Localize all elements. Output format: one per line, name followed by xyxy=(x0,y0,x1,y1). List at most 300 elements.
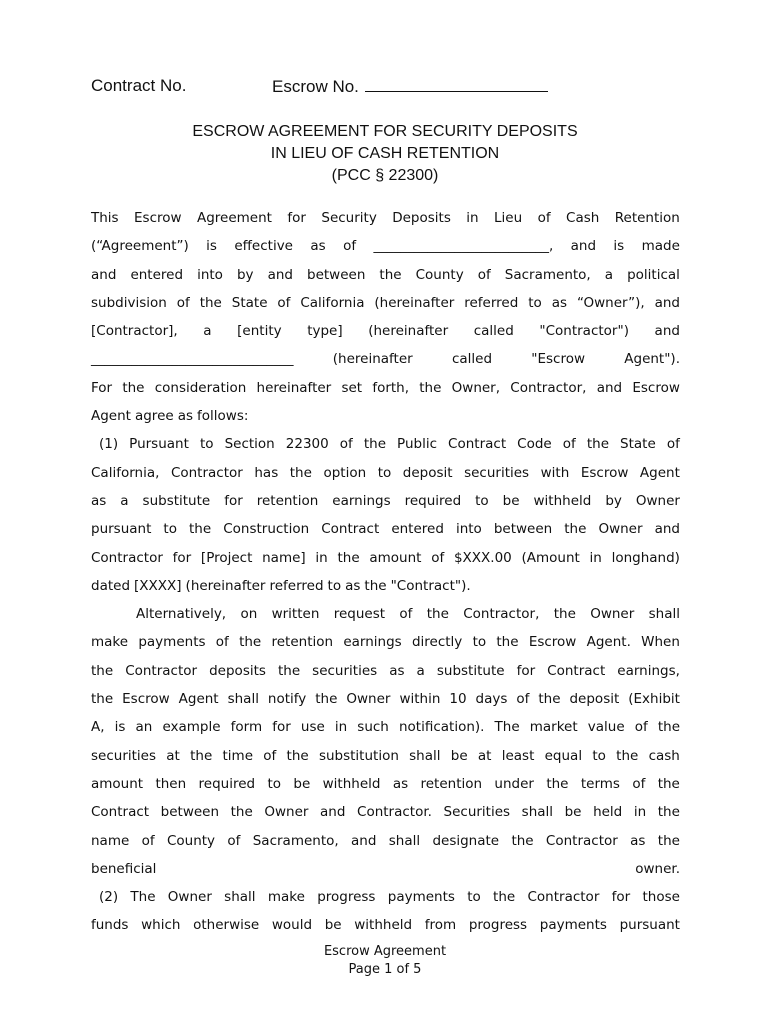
body-word: at xyxy=(477,747,492,764)
body-word: use xyxy=(300,719,325,736)
body-word: be xyxy=(450,747,468,764)
body-word: for xyxy=(272,719,291,736)
body-word: to xyxy=(377,464,392,481)
body-word: the xyxy=(190,747,213,764)
body-line xyxy=(91,572,680,600)
body-word: name] xyxy=(262,549,306,566)
body-word: 22300 xyxy=(285,436,329,453)
body-word: of xyxy=(666,436,680,453)
body-word: of xyxy=(277,294,291,311)
body-word: for xyxy=(516,662,536,679)
body-word: of xyxy=(263,747,277,764)
body-word: to xyxy=(528,294,542,311)
body-word: the xyxy=(122,379,145,396)
body-word: of xyxy=(215,634,229,651)
body-word: Owner xyxy=(264,804,309,821)
body-word: the xyxy=(419,379,442,396)
body-word: as xyxy=(310,238,326,255)
body-word: request xyxy=(333,606,386,623)
body-word: deposits xyxy=(209,662,266,679)
body-word: Contractor xyxy=(91,549,163,566)
body-word: and xyxy=(596,379,623,396)
body-word: Escrow xyxy=(122,691,170,708)
body-word: hereinafter xyxy=(256,379,332,396)
body-word: in xyxy=(466,210,479,226)
body-word: written xyxy=(271,606,320,623)
body-word: set xyxy=(341,379,363,396)
body-word: substitute xyxy=(436,662,505,679)
body-word: the xyxy=(239,634,262,651)
body-word: at xyxy=(166,747,180,764)
body-word: Agent xyxy=(178,691,219,708)
body-word: Owner xyxy=(635,492,680,509)
body-word: Contractor xyxy=(527,889,600,906)
body-word: A, xyxy=(91,719,105,736)
body-word: example xyxy=(162,719,221,736)
body-word: (hereinafter xyxy=(374,294,455,311)
body-word: equal xyxy=(544,747,583,764)
body-word: the xyxy=(91,691,114,708)
page-footer xyxy=(0,943,770,979)
body-word: between xyxy=(307,266,366,283)
body-word: the xyxy=(337,549,360,566)
body-word: the xyxy=(91,662,114,679)
body-word: directly xyxy=(411,634,463,651)
body-word: Securities xyxy=(443,804,511,821)
body-word: (Amount xyxy=(521,549,580,566)
body-word: of xyxy=(176,294,190,311)
body-word: Pursuant xyxy=(129,436,189,453)
body-word: Agent"). xyxy=(624,351,680,368)
body-word: Lieu xyxy=(494,210,523,226)
page-number: Page 1 of 5 xyxy=(348,962,422,977)
body-word: earnings xyxy=(332,492,391,509)
body-word: withheld xyxy=(354,917,413,934)
body-line xyxy=(91,657,680,685)
body-word: between xyxy=(493,521,553,538)
body-word: is xyxy=(206,238,217,255)
body-word: in xyxy=(334,719,348,736)
body-word: least xyxy=(501,747,535,764)
body-word: in xyxy=(633,804,647,821)
body-line xyxy=(91,544,680,572)
body-word: ______________________________ xyxy=(91,351,294,368)
body-word: and xyxy=(351,832,377,849)
body-word: and xyxy=(654,521,680,538)
body-word: notify xyxy=(267,691,307,708)
body-word: Section xyxy=(224,436,275,453)
body-word: longhand) xyxy=(611,549,680,566)
body-word: Security xyxy=(321,210,377,226)
body-word: Agent. xyxy=(586,634,631,651)
body-word: State xyxy=(231,294,268,311)
body-word: the xyxy=(657,804,680,821)
body-word: the xyxy=(564,521,587,538)
body-word: County xyxy=(166,832,216,849)
body-word: shall xyxy=(227,691,259,708)
escrow-number-field xyxy=(272,76,548,97)
body-word: an xyxy=(135,719,153,736)
body-word: of xyxy=(339,436,353,453)
body-word: on xyxy=(240,606,258,623)
body-word: name xyxy=(91,832,130,849)
body-word: be xyxy=(293,775,311,792)
body-word: Construction xyxy=(223,521,310,538)
body-word: the xyxy=(379,266,402,283)
body-word: and xyxy=(91,266,117,283)
body-word: (1) xyxy=(99,436,119,453)
body-word: Escrow xyxy=(134,210,182,226)
body-word: in xyxy=(589,549,602,566)
body-word: "Contract"). xyxy=(390,577,471,594)
body-word: the xyxy=(289,464,312,481)
body-word: payments xyxy=(138,634,206,651)
body-word: (hereinafter xyxy=(368,323,449,340)
body-word: pursuant xyxy=(619,917,680,934)
footer-title: Escrow Agreement xyxy=(323,944,447,959)
body-word: the xyxy=(493,889,516,906)
body-word: Contract xyxy=(91,804,150,821)
body-word: State xyxy=(620,436,656,453)
body-word: the xyxy=(546,775,569,792)
document-title xyxy=(0,121,770,187)
body-line xyxy=(91,232,680,260)
body-word: the xyxy=(364,577,387,594)
body-word: of xyxy=(399,606,413,623)
body-word: (2) xyxy=(99,889,119,906)
body-word: Deposits xyxy=(392,210,451,226)
body-word: 10 xyxy=(449,691,467,708)
body-word: be xyxy=(502,492,520,509)
body-word: by xyxy=(605,492,622,509)
body-word: funds xyxy=(91,917,129,934)
body-word: "Escrow xyxy=(531,351,586,368)
body-word: "Contractor") xyxy=(539,323,629,340)
body-word: be xyxy=(564,804,582,821)
body-word: deposit xyxy=(569,691,620,708)
body-word: into xyxy=(197,266,223,283)
body-word: California, xyxy=(91,464,160,481)
body-word: Owner xyxy=(590,606,635,623)
body-word: Sacramento, xyxy=(252,832,339,849)
body-line xyxy=(91,713,680,741)
body-word: [XXXX] xyxy=(134,577,182,594)
body-word: Code xyxy=(517,436,552,453)
body-word: Contractor, xyxy=(463,606,540,623)
body-word: [entity xyxy=(237,323,282,340)
body-word: the xyxy=(286,747,309,764)
body-word: required xyxy=(404,492,462,509)
body-word: The xyxy=(130,889,156,906)
body-word: made xyxy=(641,238,680,255)
body-word: securities xyxy=(464,464,530,481)
body-word: securities xyxy=(91,747,157,764)
body-word: to xyxy=(592,747,606,764)
body-word: for xyxy=(287,210,306,226)
body-word: the xyxy=(277,662,301,679)
body-word: form xyxy=(230,719,263,736)
body-word: referred xyxy=(464,294,519,311)
body-word: $XXX.00 xyxy=(453,549,512,566)
body-word: the xyxy=(586,436,609,453)
body-word: the xyxy=(230,804,253,821)
body-word: time xyxy=(222,747,254,764)
body-word: agree xyxy=(134,408,174,425)
body-line xyxy=(91,827,680,855)
body-word: would xyxy=(271,917,313,934)
body-word: otherwise xyxy=(193,917,260,934)
title-line-3: (PCC § 22300) xyxy=(331,167,439,184)
body-word: (Exhibit xyxy=(628,691,680,708)
body-word: from xyxy=(424,917,457,934)
body-word: of xyxy=(343,238,357,255)
body-word: value xyxy=(587,719,625,736)
body-word: [Contractor], xyxy=(91,323,178,340)
body-word: shall xyxy=(648,606,680,623)
body-word: of xyxy=(537,210,551,226)
body-word: the xyxy=(657,832,680,849)
body-word: called xyxy=(451,351,493,368)
body-word: cash xyxy=(648,747,680,764)
body-word: Owner xyxy=(167,889,212,906)
body-word: retention xyxy=(271,634,334,651)
body-word: market xyxy=(529,719,578,736)
body-word: Contractor, xyxy=(510,379,587,396)
body-word: held xyxy=(593,804,623,821)
body-word: and xyxy=(654,323,680,340)
body-word: the xyxy=(657,719,680,736)
body-word: for xyxy=(611,889,631,906)
body-word: as xyxy=(392,775,409,792)
body-word: those xyxy=(642,889,680,906)
body-word: Alternatively, xyxy=(136,606,227,623)
body-word: of xyxy=(562,436,576,453)
body-word: shall xyxy=(521,804,554,821)
body-word: a xyxy=(120,492,129,509)
body-line xyxy=(91,628,680,656)
body-word: Owner xyxy=(346,691,391,708)
body-word: option xyxy=(323,464,367,481)
body-word: of xyxy=(227,832,241,849)
body-word: Agent xyxy=(639,464,680,481)
body-word: payments xyxy=(539,917,607,934)
body-word: of xyxy=(431,549,445,566)
body-word: the xyxy=(426,606,449,623)
body-word: __________________________, xyxy=(373,238,554,255)
body-word: of xyxy=(141,832,155,849)
body-word: then xyxy=(155,775,187,792)
body-word: forth, xyxy=(372,379,410,396)
body-word: owner. xyxy=(635,860,680,877)
body-word: is xyxy=(613,238,625,255)
body-line xyxy=(91,430,680,458)
body-word: County xyxy=(415,266,464,283)
body-line xyxy=(91,770,680,798)
body-word: for xyxy=(224,492,243,509)
body-word: withheld xyxy=(533,492,592,509)
body-word: and xyxy=(654,294,680,311)
body-word: in xyxy=(315,549,328,566)
body-word: Escrow xyxy=(632,379,680,396)
body-word: Contract xyxy=(448,436,507,453)
body-line xyxy=(91,685,680,713)
body-word: amount xyxy=(91,775,144,792)
body-word: retention xyxy=(420,775,483,792)
body-word: the xyxy=(657,775,680,792)
escrow-number-blank xyxy=(365,76,548,92)
body-word: Contract xyxy=(321,521,380,538)
body-word: as xyxy=(345,577,361,594)
body-word: the xyxy=(553,606,576,623)
body-word: Cash xyxy=(566,210,600,226)
body-word: follows: xyxy=(197,408,249,425)
body-word: progress xyxy=(317,889,376,906)
contract-number-label: Contract No. xyxy=(91,76,187,95)
body-word: to xyxy=(199,436,214,453)
body-word: Sacramento, xyxy=(504,266,591,283)
body-word: notification). xyxy=(398,719,485,736)
body-word: California xyxy=(300,294,365,311)
body-word: beneficial xyxy=(91,860,157,877)
body-word: called xyxy=(473,323,514,340)
body-line xyxy=(91,742,680,770)
body-word: pursuant xyxy=(91,521,152,538)
body-word: as xyxy=(551,294,568,311)
body-word: Contractor xyxy=(125,662,198,679)
body-word: to xyxy=(472,634,487,651)
body-word: Escrow xyxy=(528,634,577,651)
body-word: of xyxy=(516,691,530,708)
body-word: the xyxy=(616,747,639,764)
body-word: Contract xyxy=(547,662,606,679)
body-word: for xyxy=(172,549,192,566)
body-line xyxy=(91,261,680,289)
escrow-number-label: Escrow No. xyxy=(272,77,359,96)
body-line xyxy=(91,374,680,402)
body-word: withheld xyxy=(322,775,381,792)
body-word: political xyxy=(627,266,680,283)
body-word: has xyxy=(254,464,279,481)
body-word: Contractor xyxy=(545,832,618,849)
body-word: the xyxy=(538,691,561,708)
body-word: Retention xyxy=(614,210,680,226)
body-word: securities xyxy=(312,662,378,679)
body-word: as xyxy=(389,662,405,679)
body-word: and xyxy=(267,266,293,283)
body-word: as xyxy=(177,408,193,425)
body-word: a xyxy=(203,323,212,340)
body-word: earnings, xyxy=(617,662,680,679)
body-word: shall xyxy=(388,832,421,849)
body-word: as xyxy=(91,492,107,509)
body-word: (hereinafter xyxy=(332,351,413,368)
body-word: and xyxy=(320,804,346,821)
body-word: with xyxy=(540,464,570,481)
body-word: (hereinafter xyxy=(185,577,266,594)
body-word: to xyxy=(467,889,481,906)
body-word: Contractor. xyxy=(357,804,432,821)
title-line-2: IN LIEU OF CASH RETENTION xyxy=(270,145,500,162)
body-word: When xyxy=(641,634,680,651)
body-line xyxy=(91,487,680,515)
body-word: earnings xyxy=(343,634,402,651)
body-word: and xyxy=(570,238,597,255)
body-word: amount xyxy=(369,549,422,566)
agreement-body xyxy=(91,204,680,940)
body-word: referred xyxy=(269,577,324,594)
body-word: Public xyxy=(397,436,437,453)
body-word: progress xyxy=(468,917,528,934)
body-line xyxy=(91,402,680,430)
body-word: the xyxy=(199,294,222,311)
body-word: a xyxy=(416,662,425,679)
body-word: deposit xyxy=(402,464,453,481)
body-line xyxy=(91,204,680,232)
body-word: the xyxy=(189,521,212,538)
body-word: such xyxy=(357,719,389,736)
body-word: the xyxy=(511,832,534,849)
body-word: type] xyxy=(307,323,343,340)
body-word: of xyxy=(634,719,648,736)
body-word: required xyxy=(198,775,256,792)
body-word: make xyxy=(267,889,305,906)
body-line xyxy=(91,855,680,883)
body-word: to xyxy=(163,521,177,538)
body-word: retention xyxy=(256,492,319,509)
body-word: “Owner”), xyxy=(576,294,645,311)
body-word: consideration xyxy=(154,379,247,396)
body-word: subdivision xyxy=(91,294,167,311)
body-line xyxy=(91,798,680,826)
body-word: to xyxy=(475,492,489,509)
body-word: to xyxy=(267,775,282,792)
body-line xyxy=(91,317,680,345)
body-line xyxy=(91,289,680,317)
body-word: which xyxy=(141,917,181,934)
body-word: shall xyxy=(224,889,256,906)
body-word: substitute xyxy=(142,492,211,509)
body-word: between xyxy=(160,804,220,821)
body-word: entered xyxy=(391,521,444,538)
body-word: the xyxy=(315,691,338,708)
body-word: Contractor xyxy=(170,464,243,481)
body-word: into xyxy=(455,521,482,538)
body-word: of xyxy=(477,266,491,283)
body-word: effective xyxy=(234,238,293,255)
body-word: of xyxy=(632,775,646,792)
body-line xyxy=(91,883,680,911)
body-line xyxy=(91,459,680,487)
body-word: the xyxy=(496,634,519,651)
body-word: Escrow xyxy=(580,464,629,481)
body-word: make xyxy=(91,634,129,651)
body-word: [Project xyxy=(200,549,253,566)
body-word: Owner xyxy=(598,521,643,538)
body-line xyxy=(91,600,680,628)
body-word: terms xyxy=(580,775,620,792)
body-word: to xyxy=(327,577,342,594)
body-line xyxy=(91,515,680,543)
body-word: days xyxy=(475,691,508,708)
body-word: payments xyxy=(387,889,455,906)
body-word: substitution xyxy=(318,747,399,764)
body-word: designate xyxy=(432,832,500,849)
body-word: Agreement xyxy=(196,210,272,226)
body-word: Agent xyxy=(91,408,131,425)
body-word: by xyxy=(236,266,254,283)
body-word: shall xyxy=(409,747,441,764)
body-word: as xyxy=(630,832,646,849)
